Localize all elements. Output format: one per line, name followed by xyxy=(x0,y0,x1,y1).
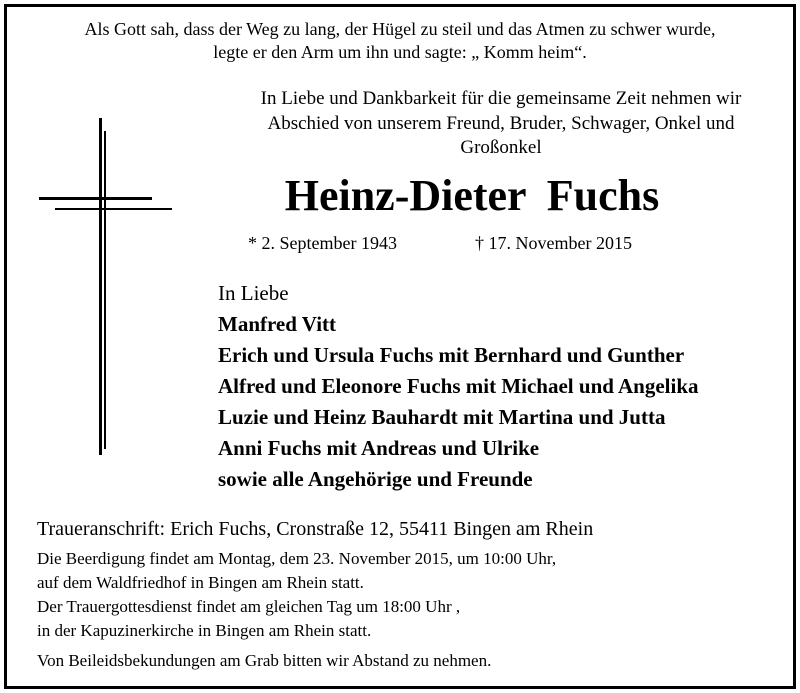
condolence-request: Von Beileidsbekundungen am Grab bitten wir Abstand zu nehmen. xyxy=(37,651,492,670)
mourner-line: Manfred Vitt xyxy=(218,312,337,336)
mourner-line: sowie alle Angehörige und Freunde xyxy=(218,467,533,491)
mourners-heading: In Liebe xyxy=(218,281,289,305)
poem-line-2: legte er den Arm um ihn und sagte: „ Komm heim“. xyxy=(213,42,587,62)
poem-line-1: Als Gott sah, dass der Weg zu lang, der Hügel zu steil und das Atmen zu schwer wurde, xyxy=(84,19,716,39)
funeral-line-3: Der Trauergottesdienst findet am gleichen Tag um 18:00 Uhr , xyxy=(37,597,461,616)
funeral-line-2: auf dem Waldfriedhof in Bingen am Rhein statt. xyxy=(37,573,364,592)
mourner-line: Erich und Ursula Fuchs mit Bernhard und Gunther xyxy=(218,343,685,367)
intro-line-2: Abschied von unserem Freund, Bruder, Schwager, Onkel und xyxy=(267,113,735,134)
death-date: † 17. November 2015 xyxy=(475,233,632,253)
funeral-line-1: Die Beerdigung findet am Montag, dem 23. November 2015, um 10:00 Uhr, xyxy=(37,549,557,568)
intro-line-3: Großonkel xyxy=(460,137,542,158)
mourner-line: Anni Fuchs mit Andreas und Ulrike xyxy=(218,436,540,460)
birth-date: * 2. September 1943 xyxy=(248,233,397,253)
deceased-name: Heinz-Dieter Fuchs xyxy=(284,171,660,220)
obituary-frame xyxy=(4,4,796,689)
mourning-address: Traueranschrift: Erich Fuchs, Cronstraße 12, 55411 Bingen am Rhein xyxy=(37,518,594,540)
mourner-line: Luzie und Heinz Bauhardt mit Martina und Jutta xyxy=(218,405,666,429)
mourner-line: Alfred und Eleonore Fuchs mit Michael und Angelika xyxy=(218,374,699,398)
funeral-line-4: in der Kapuzinerkirche in Bingen am Rhein statt. xyxy=(37,621,372,640)
intro-line-1: In Liebe und Dankbarkeit für die gemeinsame Zeit nehmen wir xyxy=(260,88,742,109)
